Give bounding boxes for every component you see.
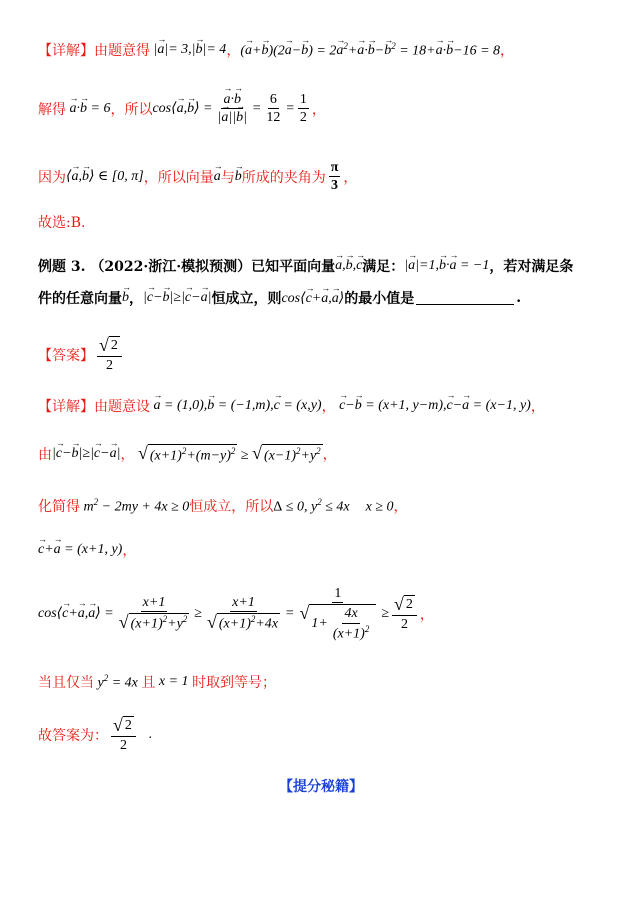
- comma: ，: [500, 43, 515, 59]
- math-delta: Δ ≤ 0, $y^2 \le 4x$ x ≥ 0: [273, 496, 394, 515]
- answer-blank: [416, 292, 514, 305]
- math-sqrt-ineq: √ $(x+1)^2+(m-y)^2$ ≥ √ $(x-1)^2+y^2$: [137, 443, 321, 464]
- text: 件的任意向量: [38, 291, 122, 307]
- text: 满足：: [362, 259, 405, 275]
- comma: ，: [343, 169, 358, 186]
- fraction: $\frac{1}{2}$: [299, 92, 307, 126]
- comma: ，: [530, 399, 545, 415]
- math-cos-def: cos⟨→ c+→ a,→ a⟩ =: [38, 605, 114, 622]
- text: ，: [129, 291, 143, 307]
- text: 当且仅当: [38, 675, 94, 691]
- fraction: $\frac{6}{12}$: [266, 92, 281, 126]
- section-title: 【提分秘籍】: [279, 779, 363, 795]
- math-sum: → c+→ a = (x+1, y): [38, 542, 122, 558]
- fraction: 1 √ 1+ $\frac{4x}{(x+1)^2}$: [297, 586, 378, 642]
- text: 因为: [38, 169, 66, 186]
- text: 时取到等号；: [192, 675, 277, 691]
- text: 恒成立，所以: [189, 499, 274, 515]
- text: 且: [141, 675, 156, 691]
- fraction: √ 2 2: [392, 595, 417, 633]
- comma: ，: [122, 543, 137, 559]
- math-eq2: x = 1: [158, 674, 193, 689]
- math-set: → a = (1,0),→ b = (−1,m),→ c = (x,y): [150, 398, 322, 414]
- math-diff: → c−→ b = (x+1, y−m),→ c−→ a = (x−1, y): [336, 398, 531, 414]
- math-dot: → a·→ b = 6: [66, 101, 110, 117]
- text: ，所以: [110, 101, 153, 118]
- detail-label: 【详解】: [38, 399, 94, 415]
- text: 与: [220, 169, 235, 186]
- comma: ，: [322, 447, 337, 464]
- text: 化简得: [38, 499, 80, 515]
- detail-line-3: [38, 496, 408, 516]
- comma: ，: [419, 606, 434, 623]
- example-line-2: 件的任意向量 → b ， |→ c−→ b|≥|→ c−→ a| 恒成立，则 cos⟨→ c+→ a,→ a⟩ 的最小值是 .: [38, 288, 521, 308]
- solution-line-2: 解得 → a·→ b = 6 ，所以 cos⟨→ a,→ b⟩ = → $\frac{a\cdot\to b}{|\to a||\to b|}$ = $\frac{6}{12}$ = $\frac{1}{2}$ ，: [38, 92, 326, 126]
- math-ineq: |→ c−→ b|≥|→ c−→ a|: [143, 290, 211, 306]
- text: 例题 3. （2022·浙江·模拟预测）已知平面向量: [38, 259, 336, 275]
- text: ，若对满足条: [489, 259, 574, 275]
- comma: ，: [226, 43, 241, 59]
- text: 由题意设: [94, 399, 150, 415]
- text: ，所以向量: [143, 169, 214, 186]
- solution-line-3: [38, 160, 357, 194]
- math-vectors: → a,→ b,→ c: [335, 258, 362, 274]
- comma: ，: [321, 399, 336, 415]
- math-simplify: $m^2 - 2my + 4x \ge 0$: [83, 496, 190, 515]
- text: 恒成立，则: [211, 291, 282, 307]
- math-expansion: (→ $a+\to b)(2\to a-\to b) = 2\to a^2+\to a\cdot\to b-\to b^2 = 18+\to a\cdot\to b-16 = 8$: [240, 41, 500, 60]
- detail-line-5: cos⟨→ c+→ a,→ a⟩ = x+1 √ $(x+1)^2+y^2$ ≥ x+1 √ $(x+1)^2+4x$ = 1 √ 1+ $\frac{4x}{(x+1)^2}$ ≥ √ 2 2 ，: [38, 586, 434, 642]
- fraction: √ 2 2: [111, 716, 136, 754]
- fraction: x+1 √ $(x+1)^2+y^2$: [118, 595, 188, 633]
- answer-label: 【答案】: [38, 347, 94, 364]
- math-given: |→ a|= 3,|→ b|= 4: [150, 42, 226, 58]
- detail-line-1: [38, 396, 545, 416]
- detail-label: 【详解】: [38, 43, 94, 59]
- fraction: √ 2 2: [97, 336, 122, 374]
- solution-line-4: 故选:B.: [38, 215, 86, 231]
- fraction: $\frac{\pi}{3}$: [330, 160, 339, 194]
- text: 的最小值是: [344, 291, 415, 307]
- text: 由: [38, 447, 52, 464]
- example-line-1: [38, 256, 573, 276]
- solution-line-1: [38, 40, 514, 60]
- math-range: ⟨→ a,→ b⟩ ∈ [0, π]: [66, 168, 144, 185]
- text: .: [516, 290, 522, 306]
- text: 由题意得: [94, 43, 150, 59]
- fraction: x+1 √ $(x+1)^2+4x$: [206, 595, 279, 633]
- math-a: → a: [214, 169, 221, 185]
- math-cos: cos⟨→ c+→ a,→ a⟩: [281, 290, 344, 307]
- math-ineq: |→ c−→ b|≥|→ c−→ a|: [52, 446, 120, 462]
- fraction: → $\frac{a\cdot\to b}{|\to a||\to b|}$: [216, 92, 249, 126]
- detail-line-7: [38, 716, 152, 754]
- text: 故答案为：: [38, 727, 108, 744]
- detail-line-6: [38, 672, 276, 692]
- period: .: [148, 726, 153, 742]
- math-cond: |→ a|=1,→ b·→ a = −1: [404, 258, 489, 274]
- comma: ，: [120, 447, 135, 464]
- comma: ，: [393, 499, 408, 515]
- detail-line-4: [38, 540, 136, 560]
- text: 解得: [38, 101, 66, 118]
- comma: ，: [311, 101, 326, 118]
- text: 所成的夹角为: [241, 169, 326, 186]
- answer-line: [38, 336, 125, 374]
- math-b: → b: [235, 169, 242, 185]
- math-cos: cos⟨→ a,→ b⟩ =: [152, 100, 212, 117]
- math-eq1: $y^2 = 4x$: [97, 672, 138, 691]
- detail-line-2: [38, 444, 337, 465]
